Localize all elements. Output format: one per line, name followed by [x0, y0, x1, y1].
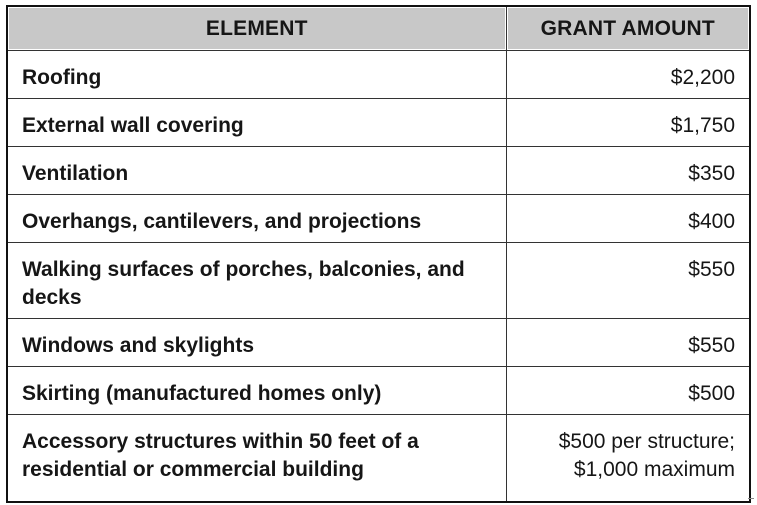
table-row	[7, 367, 750, 415]
table-row	[7, 51, 750, 99]
element-cell: Walking surfaces of porches, balconies, and decks	[7, 243, 506, 319]
table-header-row	[7, 6, 750, 51]
amount-cell: $350	[506, 147, 750, 195]
amount-cell: $500	[506, 367, 750, 415]
header-element: ELEMENT	[7, 6, 506, 51]
header-grant-amount: GRANT AMOUNT	[506, 6, 750, 51]
element-cell: Windows and skylights	[7, 319, 506, 367]
amount-cell: $500 per structure; $1,000 maximum	[506, 415, 750, 503]
grant-amount-table	[6, 5, 751, 503]
element-cell: Overhangs, cantilevers, and projections	[7, 195, 506, 243]
amount-cell: $1,750	[506, 99, 750, 147]
element-cell: Ventilation	[7, 147, 506, 195]
table-row	[7, 243, 750, 319]
table-row	[7, 415, 750, 503]
table-row	[7, 319, 750, 367]
table-row	[7, 195, 750, 243]
table-row	[7, 147, 750, 195]
amount-cell: $2,200	[506, 51, 750, 99]
corner-divider	[748, 498, 754, 499]
element-cell: External wall covering	[7, 99, 506, 147]
element-cell: Skirting (manufactured homes only)	[7, 367, 506, 415]
element-cell: Accessory structures within 50 feet of a residential or commercial building	[7, 415, 506, 503]
table-row	[7, 99, 750, 147]
amount-cell: $550	[506, 319, 750, 367]
amount-cell: $550	[506, 243, 750, 319]
element-cell: Roofing	[7, 51, 506, 99]
amount-cell: $400	[506, 195, 750, 243]
